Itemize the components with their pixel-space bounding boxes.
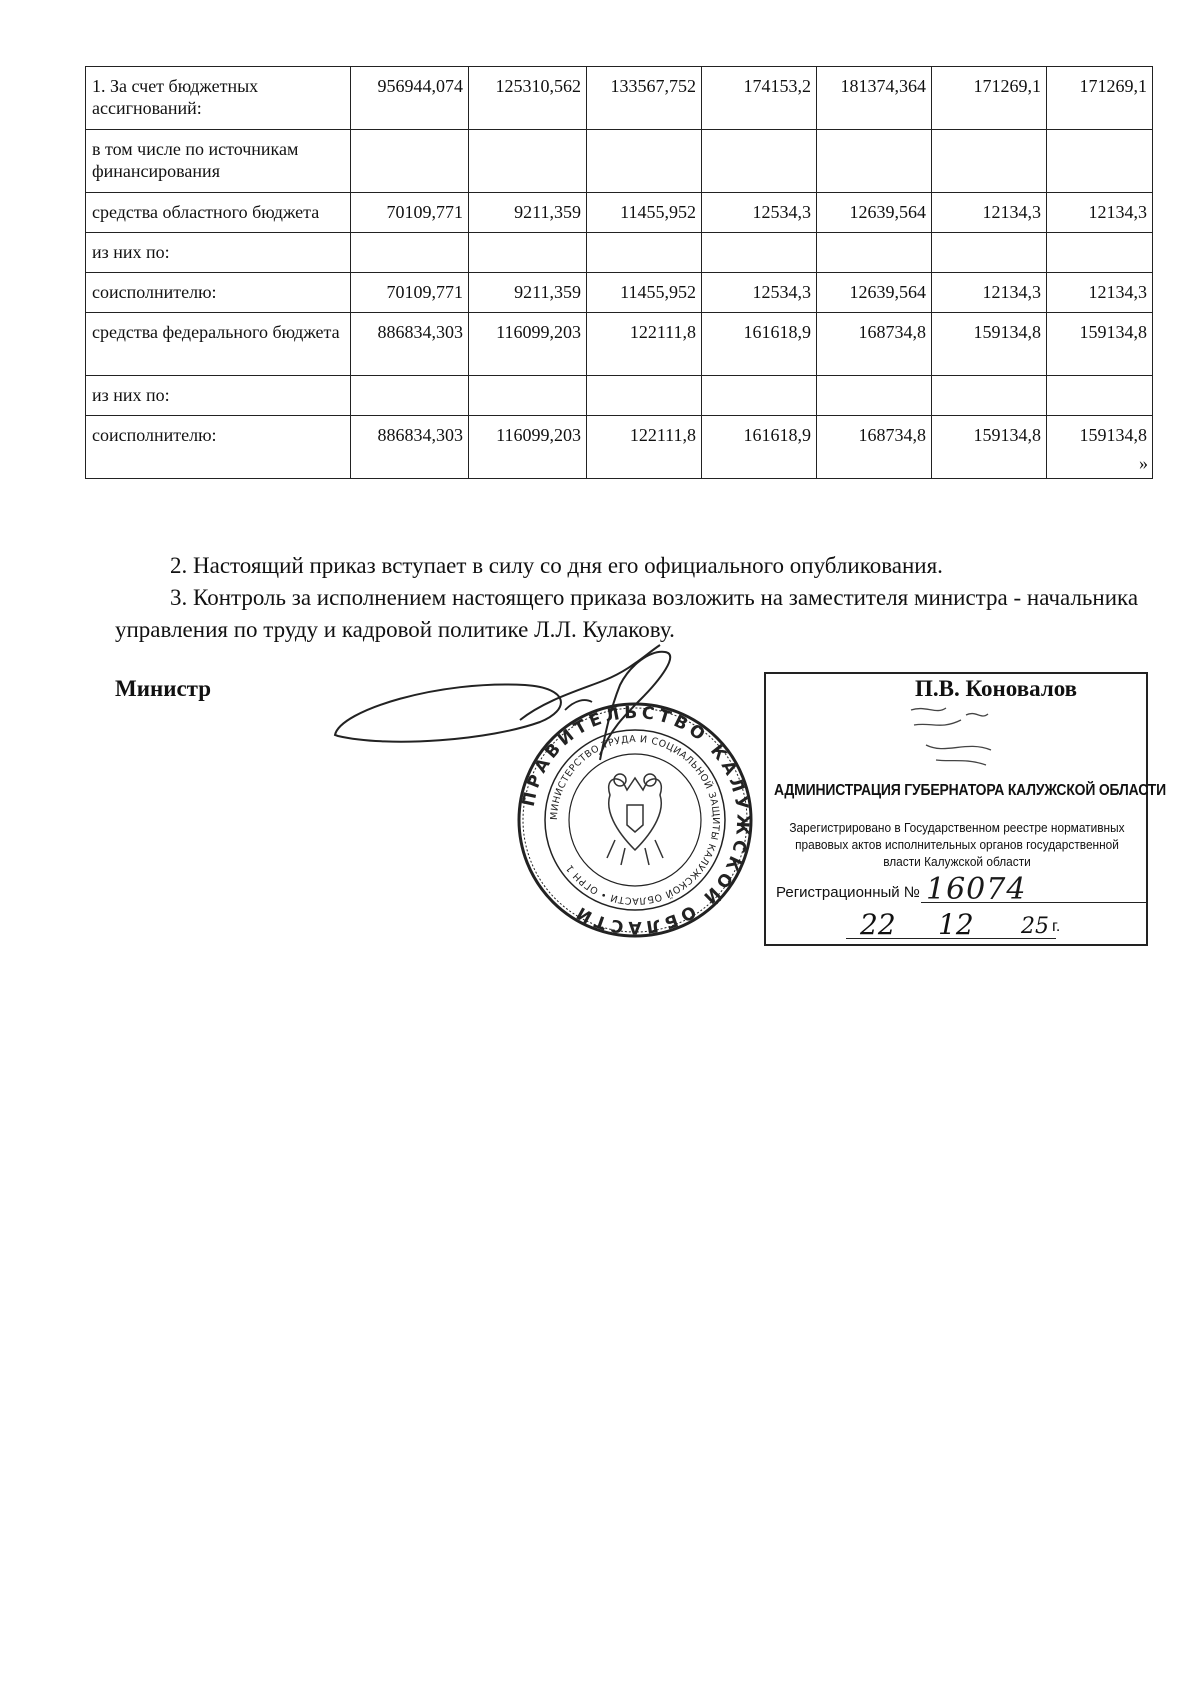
- table-cell: 181374,364: [817, 67, 932, 130]
- table-row-label: средства федерального бюджета: [86, 313, 351, 376]
- seal-outer-text: ПРАВИТЕЛЬСТВО КАЛУЖСКОЙ ОБЛАСТИ: [518, 702, 753, 938]
- registration-date-suffix: г.: [1052, 918, 1061, 935]
- table-cell: [587, 130, 702, 193]
- table-cell: [817, 376, 932, 416]
- table-row-label: средства областного бюджета: [86, 193, 351, 233]
- table-cell: [817, 130, 932, 193]
- table-row: [86, 233, 1153, 273]
- registration-number: 16074: [926, 872, 1027, 907]
- table-cell: [1047, 376, 1153, 416]
- table-cell: 133567,752: [587, 67, 702, 130]
- table-cell: [469, 376, 587, 416]
- paragraph-2: 2. Настоящий приказ вступает в силу со дня его официального опубликования.: [170, 553, 943, 578]
- registration-date-year: 25: [1021, 914, 1049, 939]
- table-cell: 11455,952: [587, 193, 702, 233]
- table-cell: 70109,771: [351, 273, 469, 313]
- registration-date-day: 22: [860, 908, 896, 941]
- order-paragraphs: [115, 550, 1155, 646]
- table-row: [86, 416, 1153, 479]
- table-cell: [469, 233, 587, 273]
- table-cell: 12134,3: [1047, 193, 1153, 233]
- table-cell: [932, 376, 1047, 416]
- signer-name: П.В. Коновалов: [915, 676, 1078, 701]
- table-cell: [932, 130, 1047, 193]
- table-cell: 116099,203: [469, 416, 587, 479]
- registration-stamp: [764, 672, 1166, 946]
- table-cell: 161618,9: [702, 313, 817, 376]
- table-cell: [351, 233, 469, 273]
- table-row: [86, 67, 1153, 130]
- table-row-label: соисполнителю:: [86, 273, 351, 313]
- table-cell: [1047, 233, 1153, 273]
- svg-text:МИНИСТЕРСТВО ТРУДА И СОЦИАЛЬНО: [549, 734, 721, 906]
- table-cell: [932, 233, 1047, 273]
- table-cell: [351, 130, 469, 193]
- table-cell: 12134,3: [932, 273, 1047, 313]
- table-cell: [1047, 130, 1153, 193]
- official-seal: [515, 700, 755, 940]
- table-cell: [702, 376, 817, 416]
- table-cell: 12534,3: [702, 273, 817, 313]
- table-cell: 886834,303: [351, 313, 469, 376]
- table-row-label: из них по:: [86, 233, 351, 273]
- registration-date-row: [846, 908, 1131, 944]
- table-cell: [702, 130, 817, 193]
- table-cell: 956944,074: [351, 67, 469, 130]
- table-cell: 125310,562: [469, 67, 587, 130]
- table-cell: 161618,9: [702, 416, 817, 479]
- registration-description: Зарегистрировано в Государственном реестре нормативных правовых актов исполнительных органов государственной власти Калужской области: [789, 821, 1125, 869]
- table-cell: 159134,8: [932, 313, 1047, 376]
- table-cell: 9211,359: [469, 273, 587, 313]
- signer-position: Министр: [115, 676, 212, 701]
- table-row-label: 1. За счет бюджетных ассигнований:: [86, 67, 351, 130]
- table-cell: [587, 233, 702, 273]
- table-cell: 122111,8: [587, 313, 702, 376]
- table-row: [86, 273, 1153, 313]
- financing-table-body: [86, 67, 1153, 479]
- table-cell: [469, 130, 587, 193]
- registration-authority-title: АДМИНИСТРАЦИЯ ГУБЕРНАТОРА КАЛУЖСКОЙ ОБЛАСТИ: [774, 782, 1166, 799]
- table-cell: 12134,3: [1047, 273, 1153, 313]
- stamp-scribble: [906, 700, 996, 770]
- table-row-label: в том числе по источникам финансирования: [86, 130, 351, 193]
- registration-date-month: 12: [938, 908, 974, 941]
- table-cell: 70109,771: [351, 193, 469, 233]
- financing-table: [85, 66, 1153, 479]
- table-cell: 122111,8: [587, 416, 702, 479]
- closing-quote: »: [1139, 453, 1148, 473]
- coat-of-arms-icon: [607, 774, 663, 865]
- table-cell-value: 159134,8: [1079, 425, 1147, 445]
- table-cell: 168734,8: [817, 416, 932, 479]
- table-cell: 116099,203: [469, 313, 587, 376]
- table-row-label: из них по:: [86, 376, 351, 416]
- paragraph-3: 3. Контроль за исполнением настоящего приказа возложить на заместителя министра - начальника управления по труду и кадровой политике Л.Л. Кулакову.: [115, 585, 1139, 642]
- table-cell: [702, 233, 817, 273]
- table-cell: [351, 376, 469, 416]
- table-cell: 12639,564: [817, 193, 932, 233]
- registration-number-row: [776, 872, 1136, 907]
- table-cell: 168734,8: [817, 313, 932, 376]
- table-cell: 159134,8: [1047, 313, 1153, 376]
- table-cell: 174153,2: [702, 67, 817, 130]
- table-row: [86, 313, 1153, 376]
- table-cell: 11455,952: [587, 273, 702, 313]
- table-cell: [817, 233, 932, 273]
- table-cell: 886834,303: [351, 416, 469, 479]
- table-cell: [1047, 416, 1153, 479]
- seal-inner-text: МИНИСТЕРСТВО ТРУДА И СОЦИАЛЬНОЙ ЗАЩИТЫ КАЛУЖСКОЙ ОБЛАСТИ • ОГРН 1: [548, 733, 722, 907]
- table-row: [86, 130, 1153, 193]
- table-cell: 9211,359: [469, 193, 587, 233]
- table-cell: 12639,564: [817, 273, 932, 313]
- table-row: [86, 193, 1153, 233]
- table-cell: 12534,3: [702, 193, 817, 233]
- table-row: [86, 376, 1153, 416]
- table-cell: 171269,1: [932, 67, 1047, 130]
- table-row-label: соисполнителю:: [86, 416, 351, 479]
- table-cell: [587, 376, 702, 416]
- registration-number-label: Регистрационный №: [776, 884, 920, 901]
- table-cell: 171269,1: [1047, 67, 1153, 130]
- table-cell: 12134,3: [932, 193, 1047, 233]
- table-cell: 159134,8: [932, 416, 1047, 479]
